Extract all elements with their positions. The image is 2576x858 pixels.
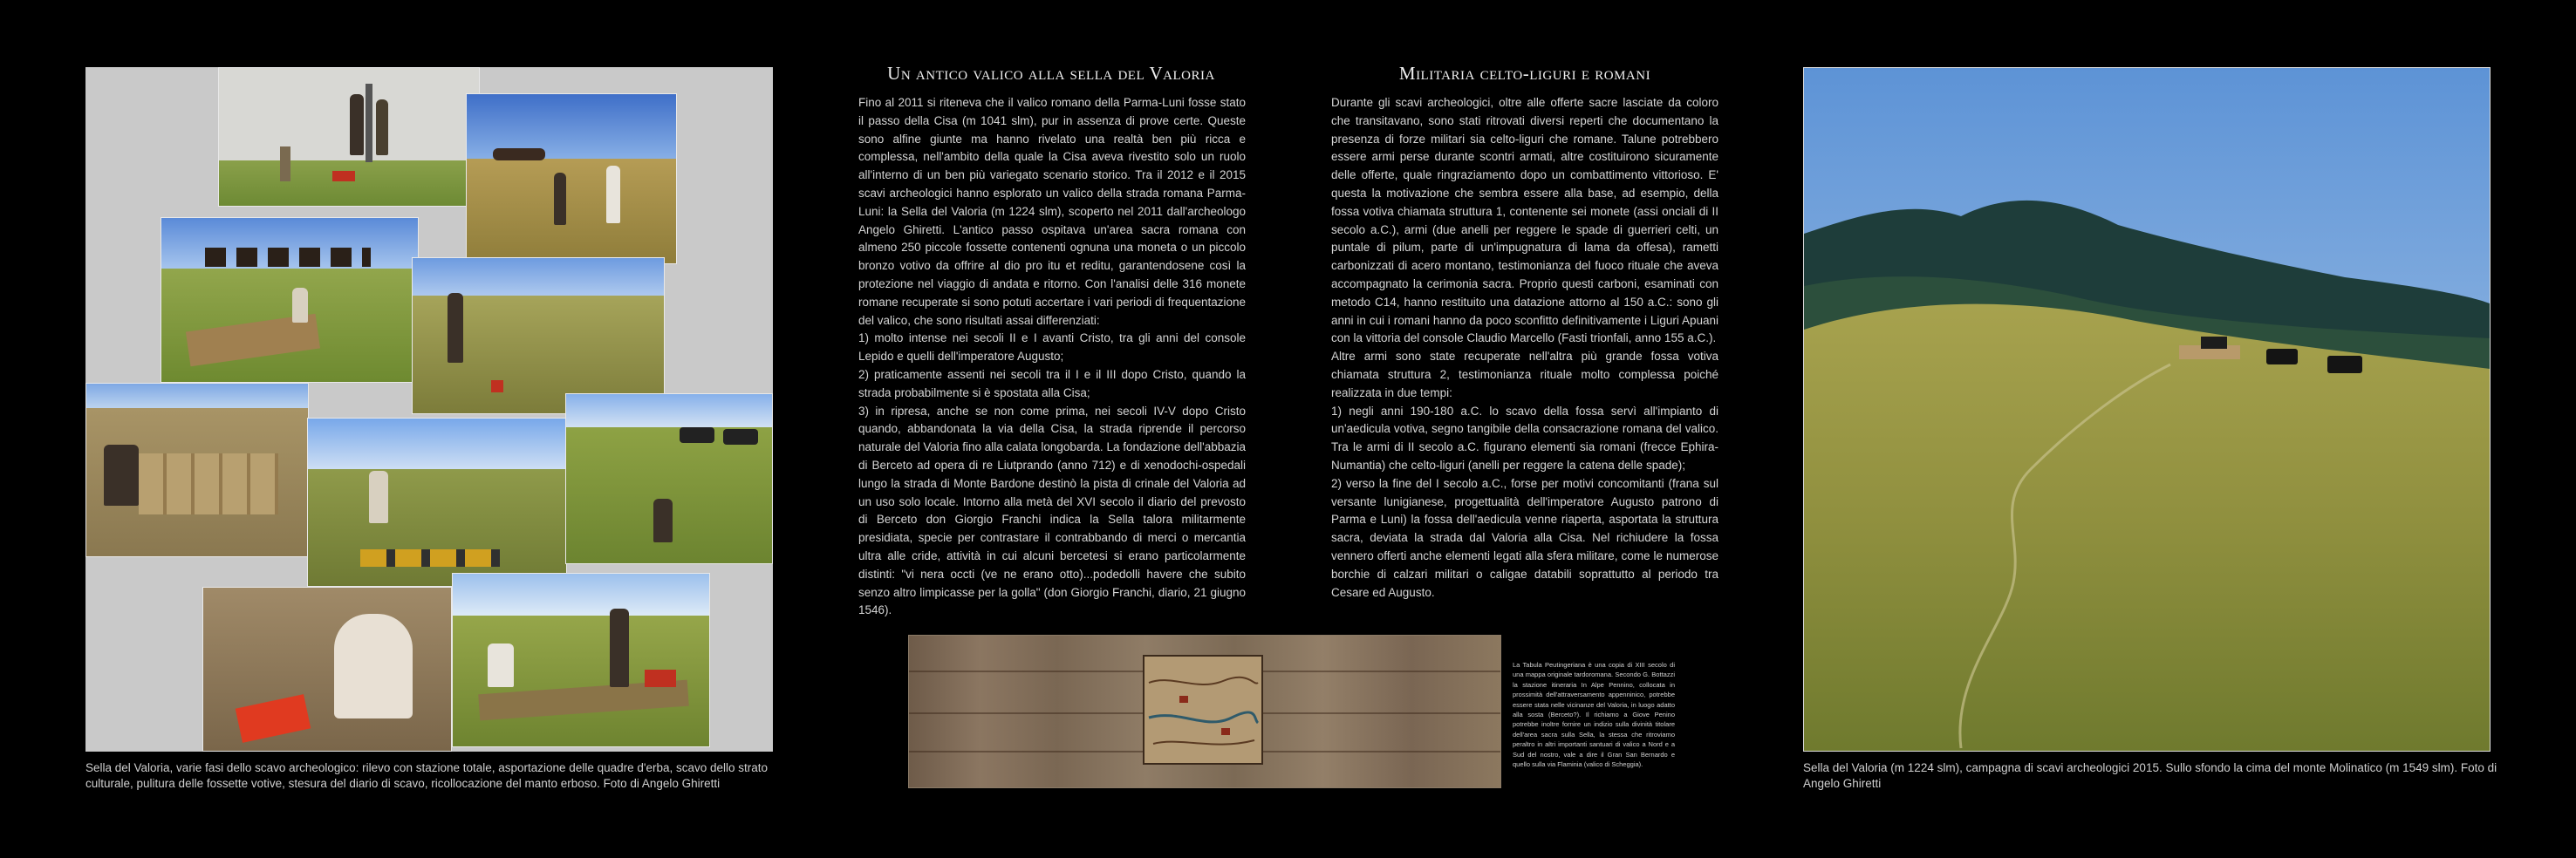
column-2-paragraph: 2) verso la fine del I secolo a.C., forse per motivi concomitanti (frana sul versante lunigianese, progettualità dell'imperatore Augusto patrono di Parma e Luni) la fossa dell'aedicula venne riaperta, asportata la struttura sacra, deviata la strada dal Valoria alla Cisa. Nel richiudere la fossa vennero offerti anche elementi legati alla sfera militare, come le numerose borchie di calzari militari o caligae databili soprattutto al periodo tra Cesare ed Augusto. <box>1331 476 1718 599</box>
column-1-paragraph: Fino al 2011 si riteneva che il valico romano della Parma-Luni fosse stato il passo della Cisa (m 1041 slm), pur in assenza di prove certe. Queste sono alfine giunte ma hanno rivelato una realtà ben più ricca e complessa, nell'ambito della quale la Cisa aveva rivestito solo un ruolo all'interno di un ben più variegato scenario storico. Tra il 2012 e il 2015 scavi archeologici hanno esplorato un valico della strada romana Parma-Luni: la Sella del Valoria (m 1224 slm), scoperto nel 2011 dall'archeologo Angelo Ghiretti. L'antico passo ospitava un'area sacra romana con almeno 250 piccole fossette contenenti ognuna una moneta o un piccolo bronzo votivo da offrire al dio pro itu et reditu, garantendosene così la protezione nel viaggio di andata e ritorno. Con l'analisi delle 316 monete romane recuperate si sono potuti accertare i vari periodi di frequentazione del valico, che sono risultati assai differenziati: <box>858 96 1246 327</box>
landscape-drawing <box>1804 68 2490 751</box>
column-1-paragraph: 2) praticamente assenti nei secoli tra il I e il III dopo Cristo, quando la strada probabilmente si è spostata alla Cisa; <box>858 367 1246 399</box>
photo-sella-del-valoria <box>1803 67 2491 752</box>
photo-excavation-diary <box>307 418 567 587</box>
photo-grass-removal <box>85 383 309 557</box>
column-1-body <box>858 94 1246 620</box>
photo-jeeps-hillside <box>565 393 773 564</box>
tabula-peutingeriana-map <box>908 635 1501 788</box>
photo-excavation-horses <box>161 217 419 383</box>
landscape-caption: Sella del Valoria (m 1224 slm), campagna di scavi archeologici 2015. Sullo sfondo la cima del monte Molinatico (m 1549 slm). Foto di Angelo Ghiretti <box>1803 761 2497 790</box>
photo-collage <box>85 67 773 752</box>
column-1-title: Un antico valico alla sella del Valoria <box>887 63 1215 84</box>
photo-horses-ridge <box>466 93 677 264</box>
column-1-paragraph: 3) in ripresa, anche se non come prima, nei secoli IV-V dopo Cristo quando, abbandonata la via della Cisa, la strada riprende il percorso naturale del Valoria fino alla calata longobarda. La fondazione dell'abbazia di Berceto ad opera di re Liutprando (anno 712) e di xenodochi-ospedali lungo la strada di Monte Bardone destinò la pista di crinale del Valoria ad un uso solo locale. Intorno alla metà del XVI secolo il diario del prevosto di Berceto don Giorgio Franchi indica la Sella talora militarmente presidiata, specie per contrastare il contrabbando di merci o mercantia ultra alle cride, attività in cui alcuni bercetesi si erano particolarmente distinti: "vi nera occti (ve ne erano otto)...podedolli havere che subito senzo altro limpicasse per la golla" (don Giorgio Franchi, diario, 21 giugno 1546). <box>858 404 1246 617</box>
column-1-paragraph: 1) molto intense nei secoli II e I avanti Cristo, tra gli anni del console Lepido e quelli dell'imperatore Augusto; <box>858 331 1246 364</box>
column-2-paragraph: Durante gli scavi archeologici, oltre alle offerte sacre lasciate da coloro che transitavano, sono stati ritrovati diversi reperti che documentano la presenza di forze militari sia celto-liguri che romane. Talune potrebbero essere armi perse durante scontri armati, altre costituirono sicuramente delle offerte, quale ringraziamento dopo un combattimento vittorioso. E' questa la motivazione che sembra essere alla base, ad esempio, della fossa votiva chiamata struttura 1, contenente sei monete (assi onciali di II secolo a.C.), armi (due anelli per reggere le spade di guerrieri celti, un puntale di pilum, parte di un'impugnatura di lama da offesa), rametti carbonizzati di acero montano, testimonianza del fuoco rituale che aveva accompagnato la cerimonia sacra. Proprio questi carboni, esaminati con metodo C14, hanno restituito una datazione attorno al 150 a.C.: sono gli anni in cui i romani hanno da poco sconfitto definitivamente i Liguri Apuani con la vittoria del console Claudio Marcello (Fasti trionfali, anno 155 a.C.). <box>1331 96 1718 345</box>
map-note: La Tabula Peutingeriana è una copia di XIII secolo di una mappa originale tardoromana. Secondo G. Bottazzi la stazione itineraria In Alpe Pennino, collocata in prossimità dell'attraversamento appenninico, potrebbe essere stata nelle vicinanze del Valoria, in luogo adatto alla sosta (Berceto?). Il richiamo a Giove Penino potrebbe inoltre fornire un indizio sulla divinità titolare dell'area sacra sulla Sella, la stessa che ritroviamo peraltro in altri importanti santuari di valico a Nord e a Sud del nostro, vale a dire il Gran San Bernardo e quello sulla via Flaminia (valico di Scheggia). <box>1513 661 1675 769</box>
map-inset-drawing <box>1145 657 1261 763</box>
photo-turf-replacement <box>452 573 710 747</box>
photo-votive-pit-cleaning <box>202 587 452 752</box>
map-inset <box>1143 655 1263 765</box>
column-2-paragraph: Altre armi sono state recuperate nell'altra più grande fossa votiva chiamata struttura 2, testimonianza rituale molto complessa poiché realizzata in due tempi: <box>1331 350 1718 399</box>
photo-total-station <box>412 257 665 414</box>
column-2-title: Militaria celto-liguri e romani <box>1398 63 1651 84</box>
photo-survey-station <box>218 67 480 207</box>
column-2-paragraph: 1) negli anni 190-180 a.C. lo scavo della fossa servì all'impianto di un'aedicula votiva, segno tangibile della consacrazione romana del valico. Tra le armi di II secolo a.C. figurano elementi sia romani (frecce Ephira-Numantia) che celto-liguri (anelli per reggere la catena delle spade); <box>1331 404 1718 472</box>
collage-caption: Sella del Valoria, varie fasi dello scavo archeologico: rilevo con stazione totale, asportazione delle quadre d'erba, scavo dello strato culturale, pulitura delle fossette votive, stesura del diario di scavo, ricollocazione del manto erboso. Foto di Angelo Ghiretti <box>85 761 769 790</box>
column-2-body <box>1331 94 1718 602</box>
